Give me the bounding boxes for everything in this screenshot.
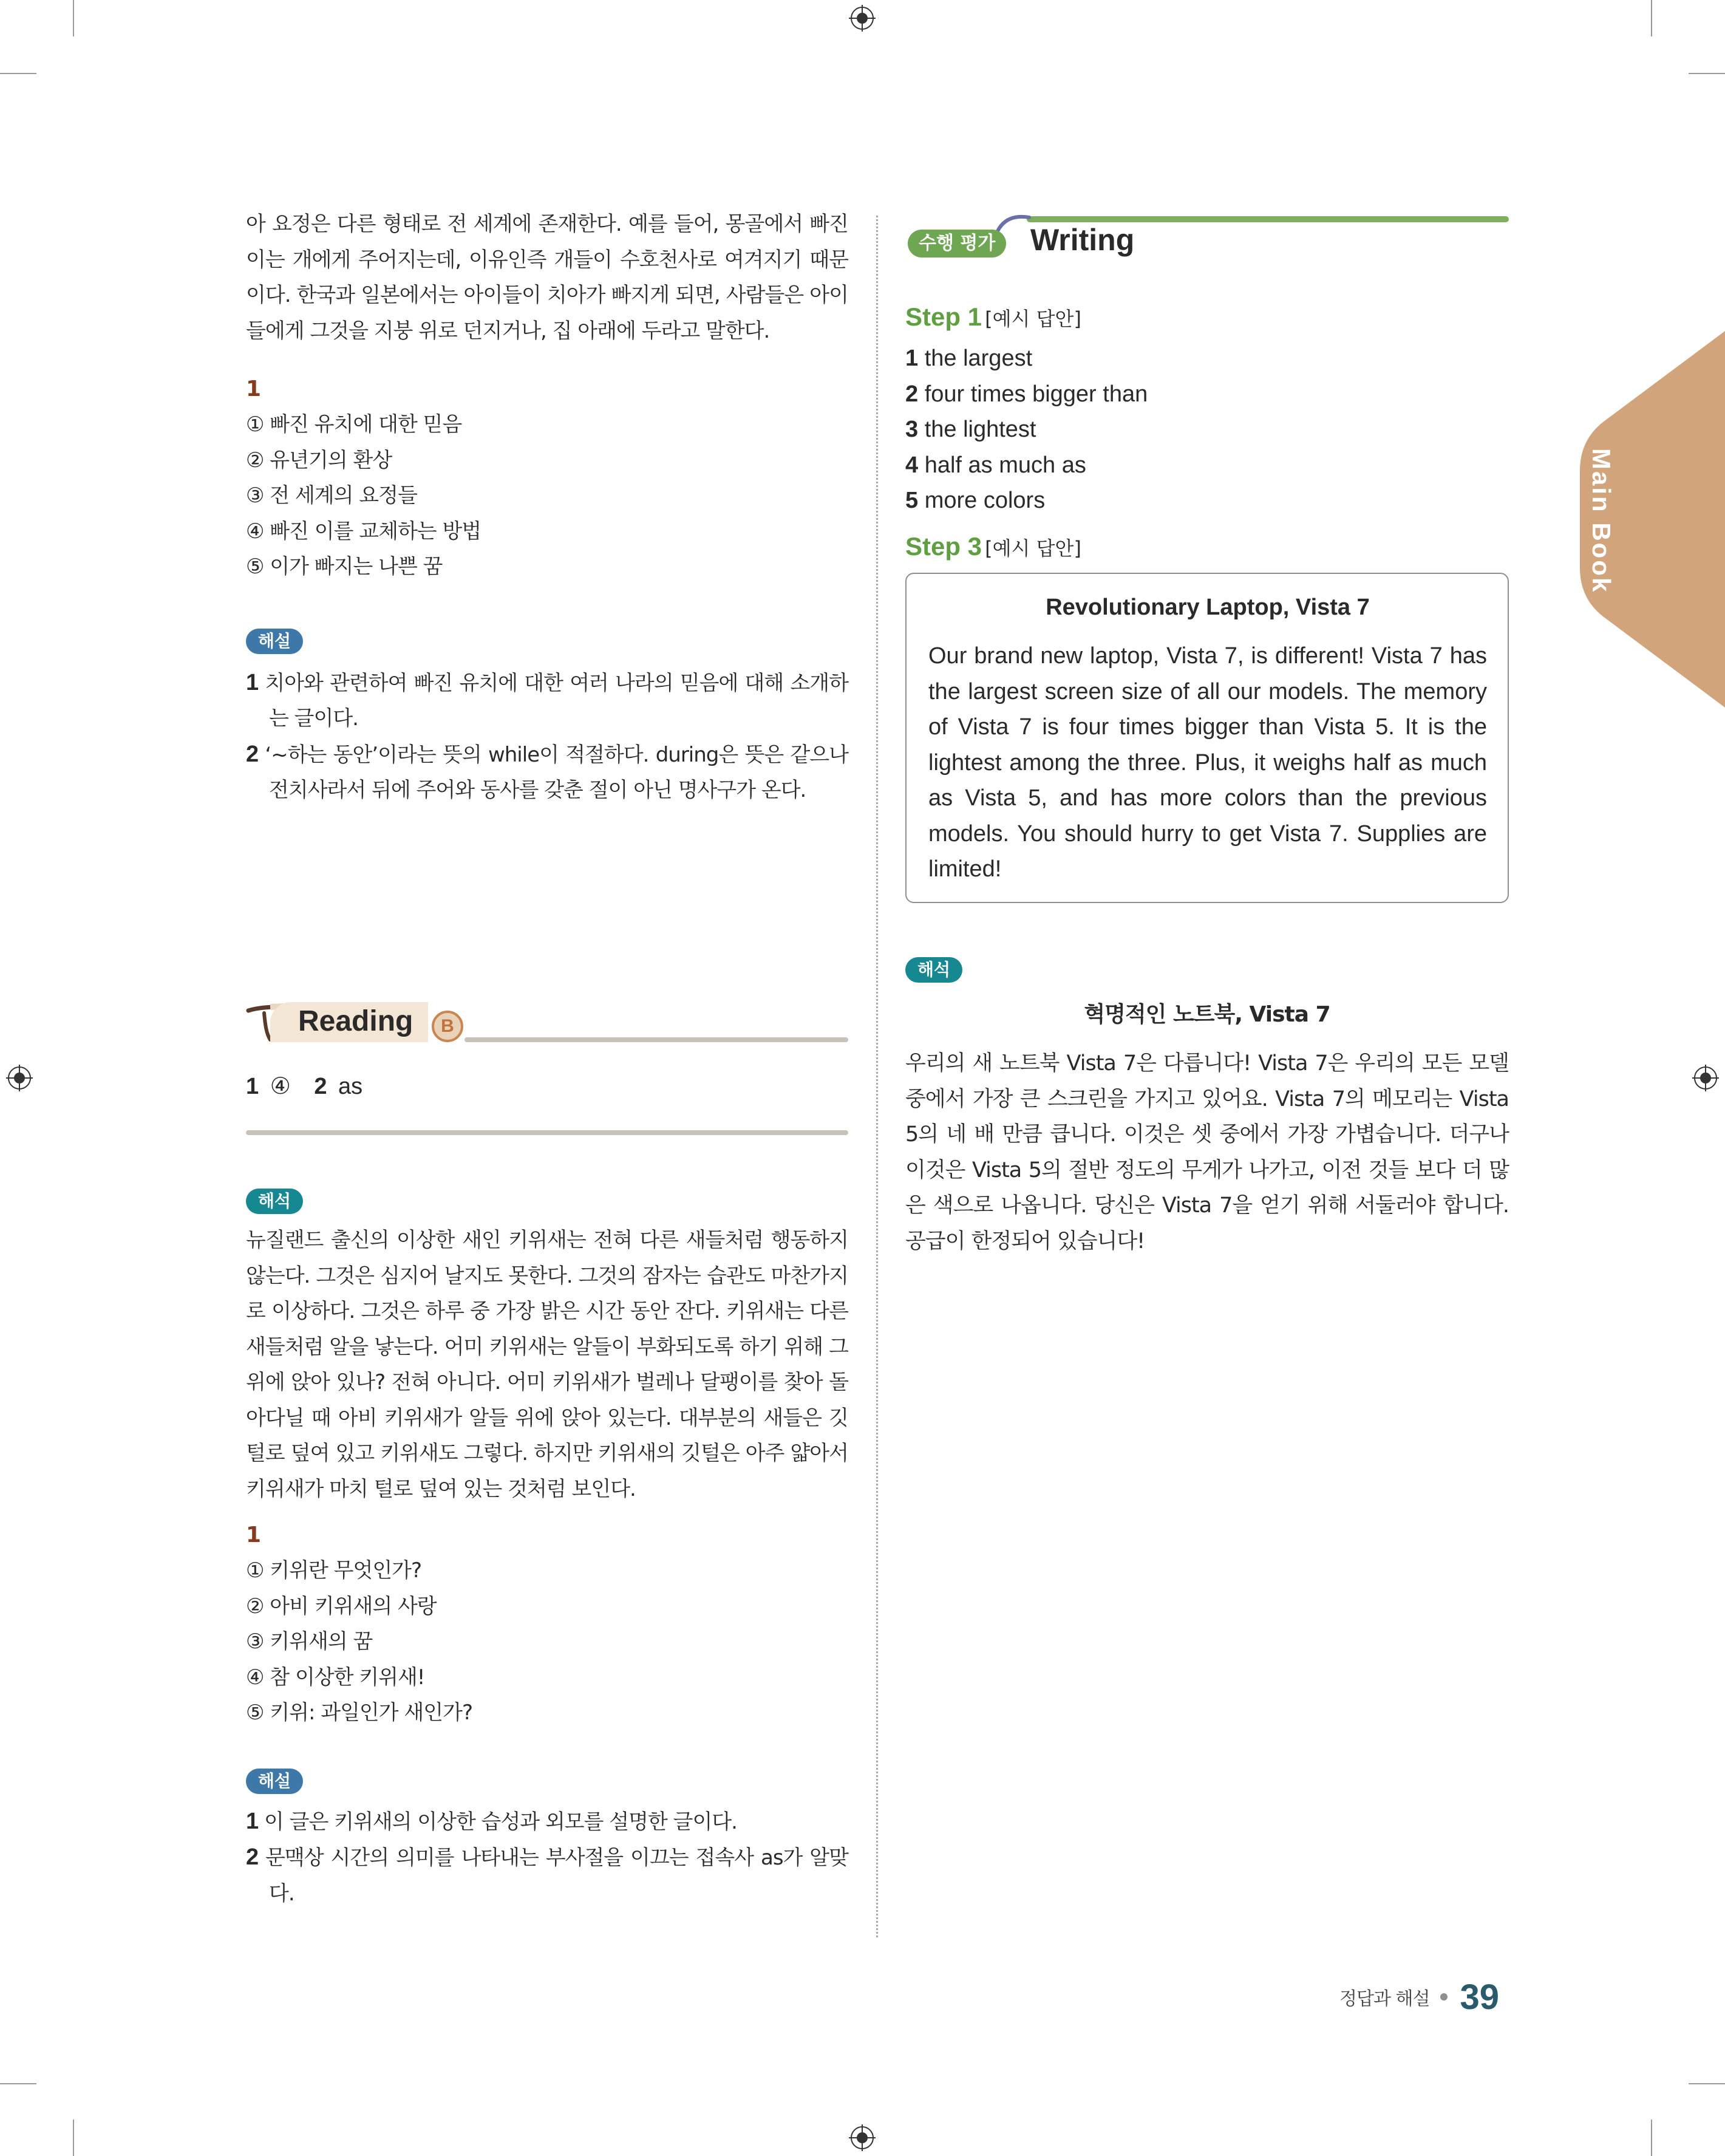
option-item: ④ 참 이상한 키위새! <box>246 1665 425 1690</box>
sample-answer-box <box>905 573 1509 903</box>
answer-value: as <box>338 1074 363 1099</box>
options-list <box>246 407 848 585</box>
answer-line <box>905 448 1509 483</box>
option-item: ① 빠진 유치에 대한 믿음 <box>246 412 462 437</box>
answer-number: 2 <box>905 381 919 407</box>
crop-mark <box>1651 0 1652 36</box>
answer-number: 4 <box>905 452 919 478</box>
option-item: ③ 키위새의 꿈 <box>246 1629 373 1654</box>
explanation-item <box>246 665 848 737</box>
option-item: ② 아비 키위새의 사랑 <box>246 1594 437 1619</box>
answer-number: 1 <box>246 1074 259 1099</box>
answer-line <box>905 341 1509 377</box>
translation-body: 우리의 새 노트북 Vista 7은 다릅니다! Vista 7은 우리의 모든 모델 중에서 가장 큰 스크린을 가지고 있어요. Vista 7의 메모리는 Vista 5의 네 배 만큼 큽니다. 이것은 셋 중에서 가장 가볍습니다. 더구나 이것은 Vista 5의 절반 정도의 무게가 나가고, 이전 것들 보다 더 많은 색으로 나옵니다. 당신은 Vista 7을 얻기 위해 서둘러야 합니다. 공급이 한정되어 있습니다! <box>905 1051 1509 1254</box>
registration-mark-icon <box>849 5 876 32</box>
translation-badge: 해석 <box>905 957 962 983</box>
question-number: 1 <box>246 377 262 401</box>
answer-number: 5 <box>905 488 919 513</box>
explanation-item <box>246 737 848 808</box>
crop-mark <box>73 2120 74 2156</box>
intro-paragraph: 아 요정은 다른 형태로 전 세계에 존재한다. 예를 들어, 몽골에서 빠진 이는 개에게 주어지는데, 이유인즉 개들이 수호천사로 여겨지기 때문이다. 한국과 일본에서는 아이들이 치아가 빠지게 되면, 사람들은 아이들에게 그것을 지붕 위로 던지거나, 집 아래에 두라고 말한다. <box>246 212 848 343</box>
registration-mark-icon <box>6 1065 33 1091</box>
explanation-number: 1 <box>246 1808 259 1834</box>
crop-mark <box>0 2083 36 2084</box>
page-number: 39 <box>1460 1977 1499 2017</box>
translation-title: 혁명적인 노트북, Vista 7 <box>1084 1002 1330 1027</box>
footer-dot <box>1440 1993 1448 2001</box>
explanation-badge: 해설 <box>246 1769 303 1794</box>
explanation-text: 치아와 관련하여 빠진 유치에 대한 여러 나라의 믿음에 대해 소개하는 글이다. <box>258 670 848 731</box>
answer-number: 1 <box>905 346 919 371</box>
answer-line <box>905 412 1509 448</box>
writing-section-header <box>905 206 1509 273</box>
writing-title: Writing <box>1030 223 1135 257</box>
explanation-text: 이 글은 키위새의 이상한 습성과 외모를 설명한 글이다. <box>258 1809 737 1834</box>
translation-badge: 해석 <box>246 1189 303 1214</box>
reading-answers <box>246 1069 362 1104</box>
reading-level-badge: B <box>432 1011 463 1042</box>
sample-answer-body: Our brand new laptop, Vista 7, is different! Vista 7 has the largest screen size of all our models. The memory of Vista 7 is four times bigger than Vista 5. It is the lightest among the three. Plus, it weighs half as much as Vista 5, and has more colors than the previous models. You should hurry to get Vista 7. Supplies are limited! <box>928 643 1487 882</box>
option-item: ⑤ 이가 빠지는 나쁜 꿈 <box>246 554 443 579</box>
explanation-badge: 해설 <box>246 629 303 654</box>
explanation-text: ‘~하는 동안’이라는 뜻의 while이 적절하다. during은 뜻은 같으나 전치사라서 뒤에 주어와 동사를 갖춘 절이 아닌 명사구가 온다. <box>258 742 848 802</box>
page-footer <box>1339 1977 1499 2017</box>
reading-rule <box>464 1037 848 1042</box>
answer-number: 3 <box>905 417 919 442</box>
step1-block <box>905 299 1509 570</box>
step3-note: [예시 답안] <box>985 536 1081 560</box>
sample-answer-title: Revolutionary Laptop, Vista 7 <box>1046 595 1370 620</box>
left-column <box>246 206 848 1906</box>
option-item: ③ 전 세계의 요정들 <box>246 483 417 508</box>
question-number: 1 <box>246 1523 262 1547</box>
step1-note: [예시 답안] <box>985 307 1081 330</box>
answers-rule <box>246 1130 848 1135</box>
reading-translation-block <box>246 1189 848 1911</box>
reading-title: Reading <box>298 1005 413 1037</box>
explanation-number: 2 <box>246 741 259 767</box>
step3-label: Step 3 <box>905 531 982 561</box>
writing-rule <box>1027 216 1509 222</box>
explanation-number: 1 <box>246 669 259 695</box>
answer-text: more colors <box>918 488 1046 513</box>
explanation-item <box>246 1804 848 1840</box>
crop-mark <box>1651 2120 1652 2156</box>
column-divider <box>876 216 878 1937</box>
options-list <box>246 1553 848 1731</box>
reading-translation: 뉴질랜드 출신의 이상한 새인 키위새는 전혀 다른 새들처럼 행동하지 않는다. 그것은 심지어 날지도 못한다. 그것의 잠자는 습관도 마찬가지로 이상하다. 그것은 하루 중 가장 밝은 시간 동안 잔다. 키위새는 다른 새들처럼 알을 낳는다. 어미 키위새는 알들이 부화되도록 하기 위해 그 위에 앉아 있나? 전혀 아니다. 어미 키위새가 벌레나 달팽이를 찾아 돌아다닐 때 아비 키위새가 알들 위에 앉아 있는다. 대부분의 새들은 깃털로 덮여 있고 키위새도 그렇다. 하지만 키위새의 깃털은 아주 얇아서 키위새가 마치 털로 덮여 있는 것처럼 보인다. <box>246 1228 848 1501</box>
option-item: ② 유년기의 환상 <box>246 448 392 472</box>
footer-label: 정답과 해설 <box>1339 1988 1430 2010</box>
option-item: ① 키위란 무엇인가? <box>246 1558 422 1583</box>
answer-text: the largest <box>918 346 1033 371</box>
option-item: ⑤ 키위: 과일인가 새인가? <box>246 1701 472 1725</box>
crop-mark <box>1689 73 1725 74</box>
crop-mark <box>73 0 74 36</box>
option-item: ④ 빠진 이를 교체하는 방법 <box>246 519 481 544</box>
explanation-number: 2 <box>246 1844 259 1870</box>
translation-block <box>905 957 1509 1259</box>
registration-mark-icon <box>849 2124 876 2151</box>
explanation-text: 문맥상 시간의 의미를 나타내는 부사절을 이끄는 접속사 as가 알맞다. <box>258 1846 848 1906</box>
registration-mark-icon <box>1692 1065 1719 1091</box>
writing-badge: 수행 평가 <box>908 230 1006 258</box>
side-tab-label: Main Book <box>1587 448 1616 594</box>
answer-number: 2 <box>314 1074 327 1099</box>
answer-text: half as much as <box>918 452 1086 478</box>
answer-text: the lightest <box>918 417 1036 442</box>
crop-mark <box>0 73 36 74</box>
answer-text: four times bigger than <box>918 381 1148 407</box>
answer-line <box>905 377 1509 412</box>
step1-label: Step 1 <box>905 302 982 331</box>
answer-value: ④ <box>270 1074 291 1099</box>
explanation-item <box>246 1840 848 1911</box>
crop-mark <box>1689 2083 1725 2084</box>
answer-line <box>905 483 1509 519</box>
reading-section-header <box>246 1002 848 1051</box>
